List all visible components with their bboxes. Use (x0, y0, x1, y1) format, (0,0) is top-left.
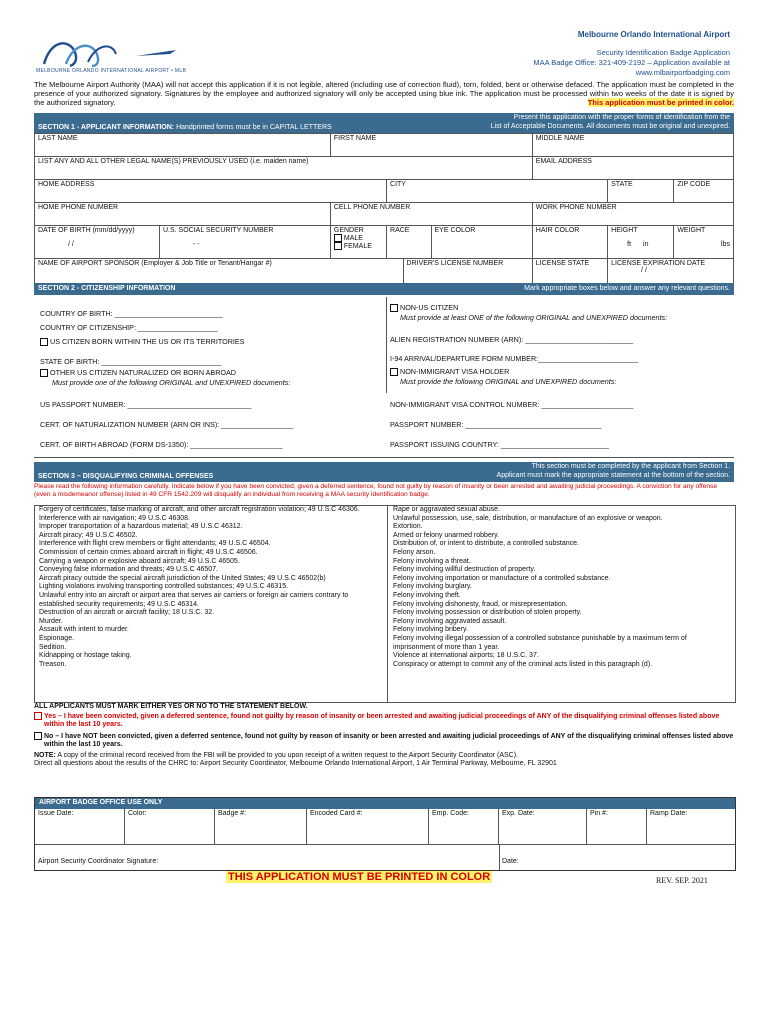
left-offense-list (39, 506, 379, 669)
section1-note-2: List of Acceptable Documents. All documents must be original and unexpired. (490, 123, 730, 130)
section3-statements (34, 703, 734, 769)
intro-paragraph (34, 80, 734, 107)
section1-table (34, 133, 734, 286)
ssn-field[interactable]: U.S. SOCIAL SECURITY NUMBER - - (160, 226, 331, 259)
weight-field[interactable]: WEIGHT lbs (674, 226, 734, 259)
direct-questions-line: Direct all questions about the results of the CHRC to: Airport Security Coordinator, Melbourne Orlando International Airport, 1 Air Terminal Parkway, Melbourne, FL 32901 (34, 760, 557, 768)
license-exp-field[interactable]: LICENSE EXPIRATION DATE / / (608, 259, 734, 286)
home-address-field[interactable]: HOME ADDRESS (35, 180, 387, 203)
section2-title: SECTION 2 - CITIZENSHIP INFORMATION (38, 285, 176, 292)
female-checkbox[interactable] (334, 242, 342, 250)
work-phone-field[interactable]: WORK PHONE NUMBER (532, 203, 733, 226)
offense-item: Felony involving willful destruction of property. (393, 566, 536, 574)
offense-item: Treason. (39, 660, 67, 668)
offense-item: Lighting violations involving transporting controlled substances; 49 U.S.C 46315. (39, 583, 289, 591)
offense-item: Felony involving theft. (393, 591, 461, 599)
middle-name-field[interactable]: MIDDLE NAME (532, 134, 733, 157)
passport-number-field[interactable]: PASSPORT NUMBER: __________________________________ (390, 420, 602, 429)
pin-cell[interactable]: Pin #: (587, 808, 647, 844)
zip-field[interactable]: ZIP CODE (674, 180, 734, 203)
dob-field[interactable]: DATE OF BIRTH (mm/dd/yyyy) / / (35, 226, 160, 259)
cell-phone-field[interactable]: CELL PHONE NUMBER (330, 203, 532, 226)
other-us-checkbox[interactable] (40, 369, 48, 377)
us-passport-field[interactable]: US PASSPORT NUMBER: _______________________________ (40, 400, 252, 409)
offense-item: Felony arson. (393, 548, 436, 556)
form-title: Security Identification Badge Application (596, 48, 730, 57)
other-us-option[interactable]: OTHER US CITIZEN NATURALIZED OR BORN ABROAD (40, 368, 236, 377)
offense-item: Conspiracy or attempt to commit any of the criminal acts listed in this paragraph (d). (393, 660, 653, 668)
offense-item: Felony involving importation or manufacture of a controlled substance. (393, 574, 611, 582)
us-born-checkbox[interactable] (40, 338, 48, 346)
badge-office-line: MAA Badge Office: 321-409-2192 – Application available at (533, 58, 730, 67)
offense-lists (34, 505, 736, 703)
offense-item: Interference with air navigation; 49 U.S.C 46308. (39, 514, 190, 522)
issue-date-cell[interactable]: Issue Date: (35, 808, 125, 844)
non-us-option[interactable]: NON-US CITIZEN (390, 303, 458, 312)
section3-instructions: Please read the following information carefully. Indicate below if you have been convicted, given a deferred sentence, found not guilty by reason of insanity or been arrested and awaiting judicial proceedings. A conviction for any offense (even a misdemeanor offense) listed in 49 CFR 1542.209 will disqualify an individual from receiving a MAA security identification badge. (34, 483, 717, 498)
offense-item: Felony involving illegal possession of a controlled substance punishable by a maximum term of imprisonment of more than 1 year. (393, 634, 687, 651)
offense-item: Murder. (39, 617, 63, 625)
cert-naturalization-field[interactable]: CERT. OF NATURALIZATION NUMBER (ARN OR INS): __________________ (40, 420, 294, 429)
section3-note-1: This section must be completed by the applicant from Section 1. (531, 463, 730, 470)
sponsor-field[interactable]: NAME OF AIRPORT SPONSOR (Employer & Job Title or Tenant/Hangar #) (35, 259, 404, 286)
badge-number-cell[interactable]: Badge #: (215, 808, 307, 844)
header-block (533, 30, 730, 78)
yes-option[interactable]: Yes – I have been convicted, given a deferred sentence, found not guilty by reason of insanity or been arrested and awaiting judicial proceedings of ANY of the disqualifying criminal offenses listed above within the last 10 years. (34, 712, 734, 730)
offense-item: Carrying a weapon or explosive aboard aircraft; 49 U.S.C 46505. (39, 557, 240, 565)
offense-item: Felony involving a threat. (393, 557, 471, 565)
signature-date-field[interactable]: Date: (502, 858, 519, 865)
ramp-date-cell[interactable]: Ramp Date: (650, 810, 688, 817)
note-line: NOTE: A copy of the criminal record received from the FBI will be provided to you upon receipt of a written request to the Airport Security Coordinator (ASC). (34, 751, 519, 759)
first-name-field[interactable]: FIRST NAME (330, 134, 532, 157)
offense-item: Improper transportation of a hazardous material; 49 U.S.C 46312. (39, 523, 243, 531)
us-born-option[interactable]: US CITIZEN BORN WITHIN THE US OR ITS TERRITORIES (40, 337, 244, 346)
intro-color-notice: This application must be printed in color. (587, 98, 734, 107)
country-citizenship[interactable]: COUNTRY OF CITIZENSHIP: ____________________ (40, 323, 218, 332)
badge-office-box (34, 797, 736, 871)
license-state-field[interactable]: LICENSE STATE (532, 259, 607, 286)
citizenship-section (34, 297, 734, 458)
section3-note-2: Applicant must mark the appropriate statement at the bottom of the section. (496, 472, 730, 479)
section1-note-1: Present this application with the proper forms of identification from the (513, 114, 730, 121)
email-field[interactable]: EMAIL ADDRESS (532, 157, 733, 180)
state-field[interactable]: STATE (608, 180, 674, 203)
dl-number-field[interactable]: DRIVER'S LICENSE NUMBER (403, 259, 532, 286)
encoded-card-cell[interactable]: Encoded Card #: (307, 808, 429, 844)
visa-control-field[interactable]: NON-IMMIGRANT VISA CONTROL NUMBER: _______________________ (390, 400, 634, 409)
offense-item: Destruction of an aircraft or aircraft facility; 18 U.S.C. 32. (39, 609, 215, 617)
state-birth[interactable]: STATE OF BIRTH: ______________________________ (40, 357, 222, 366)
country-birth[interactable]: COUNTRY OF BIRTH: ___________________________ (40, 309, 223, 318)
i94-field[interactable]: I-94 ARRIVAL/DEPARTURE FORM NUMBER:_________________________ (390, 354, 639, 363)
offense-item: Commission of certain crimes aboard aircraft in flight; 49 U.S.C 46506. (39, 548, 258, 556)
offense-item: Armed or felony unarmed robbery. (393, 531, 500, 539)
home-phone-field[interactable]: HOME PHONE NUMBER (35, 203, 331, 226)
offense-item: Sedition. (39, 643, 67, 651)
passport-country-field[interactable]: PASSPORT ISSUING COUNTRY: ___________________________ (390, 440, 609, 449)
city-field[interactable]: CITY (387, 180, 608, 203)
offense-item: Extortion. (393, 523, 423, 531)
offense-item: Kidnapping or hostage taking. (39, 652, 132, 660)
gender-field[interactable]: GENDER MALE FEMALE (330, 226, 386, 259)
male-checkbox[interactable] (334, 234, 342, 242)
non-immigrant-option[interactable]: NON-IMMIGRANT VISA HOLDER (390, 367, 509, 376)
section3-title: SECTION 3 – DISQUALIFYING CRIMINAL OFFENSES (38, 473, 214, 480)
offense-item: Aircraft piracy; 49 U.S.C 46502. (39, 531, 138, 539)
section2-header (34, 283, 734, 295)
cert-birth-abroad-field[interactable]: CERT. OF BIRTH ABROAD (FORM DS-1350): _______________________ (40, 440, 283, 449)
other-us-note: Must provide one of the following ORIGINAL and UNEXPIRED documents: (52, 378, 291, 387)
section1-header (34, 113, 734, 133)
arn-field[interactable]: ALIEN REGISTRATION NUMBER (ARN): ___________________________ (390, 335, 634, 344)
offense-item: Felony involving possession or distribution of stolen property. (393, 609, 582, 617)
org-line: Melbourne Orlando International Airport (577, 30, 730, 39)
color-cell[interactable]: Color: (125, 808, 215, 844)
offense-item: Unlawful possession, use, sale, distribution, or manufacture of an explosive or weapon. (393, 514, 663, 522)
footer-color-notice: THIS APPLICATION MUST BE PRINTED IN COLOR (228, 871, 491, 883)
offense-item: Espionage. (39, 634, 75, 642)
badge-office-title: AIRPORT BADGE OFFICE USE ONLY (35, 798, 735, 809)
section1-title-note: Handprinted forms must be in CAPITAL LETTERS (176, 124, 332, 131)
exp-date-cell[interactable]: Exp. Date: (499, 808, 587, 844)
section2-note: Mark appropriate boxes below and answer any relevant questions. (524, 285, 730, 292)
offense-item: Felony involving aggravated assault. (393, 617, 507, 625)
offense-item: Felony involving bribery. (393, 626, 468, 634)
offense-item: Forgery of certificates, false marking of aircraft, and other aircraft registration violation; 49 U.S.C 46306. (39, 506, 360, 513)
offense-item: Violence at international airports; 18 U.S.C. 37. (393, 652, 539, 660)
other-names-field[interactable]: LIST ANY AND ALL OTHER LEGAL NAME(S) PREVIOUSLY USED (i.e. maiden name) (35, 157, 533, 180)
race-field[interactable]: RACE (387, 226, 431, 259)
offense-item: Felony involving dishonesty, fraud, or misrepresentation. (393, 600, 568, 608)
height-field[interactable]: HEIGHT ft in (608, 226, 674, 259)
offense-item: Interference with flight crew members or flight attendants; 49 U.S.C 46504. (39, 540, 271, 548)
eye-color-field[interactable]: EYE COLOR (431, 226, 532, 259)
offense-item: Rape or aggravated sexual abuse. (393, 506, 501, 513)
non-us-checkbox[interactable] (390, 304, 398, 312)
offense-item: Distribution of, or intent to distribute, a controlled substance. (393, 540, 579, 548)
no-checkbox[interactable] (34, 732, 42, 740)
non-immigrant-note: Must provide the following ORIGINAL and UNEXPIRED documents: (400, 377, 617, 386)
yes-checkbox[interactable] (34, 712, 42, 720)
non-us-note: Must provide at least ONE of the following ORIGINAL and UNEXPIRED documents: (400, 313, 668, 322)
offense-item: Aircraft piracy outside the special aircraft jurisdiction of the United States; 49 U.S.C 46502(b) (39, 574, 326, 582)
intro-text: The Melbourne Airport Authority (MAA) will not accept this application if it is not legible, altered (including use of correction fluid), torn, folded, bent or otherwise defaced. The application must be completed in the presence of your authorized signatory. Signatures by the employee and authorized signatory will only be accepted using blue ink. The application must be processed within two weeks of the date it is signed by the authorized signatory. (34, 80, 734, 107)
website: www.mlbairportbadging.com (635, 68, 730, 77)
emp-code-cell[interactable]: Emp. Code: (429, 808, 499, 844)
last-name-field[interactable]: LAST NAME (35, 134, 331, 157)
logo-text: MELBOURNE ORLANDO INTERNATIONAL AIRPORT • MLB (36, 68, 187, 74)
asc-signature-field[interactable]: Airport Security Coordinator Signature: (38, 858, 159, 865)
offense-item: Felony involving burglary. (393, 583, 472, 591)
section1-title: SECTION 1 - APPLICANT INFORMATION: (38, 124, 175, 131)
offense-item: Unlawful entry into an aircraft or airport area that serves air carriers or foreign air carriers contrary to established security requirements; 49 U.S.C 46314. (39, 591, 349, 608)
no-option[interactable]: No – I have NOT been convicted, given a deferred sentence, found not guilty by reason of insanity or been arrested and awaiting judicial proceedings of ANY of the disqualifying criminal offenses listed above within the last 10 years. (34, 732, 734, 750)
right-offense-list (393, 506, 729, 669)
non-immigrant-checkbox[interactable] (390, 368, 398, 376)
revision-label: REV. SEP. 2021 (656, 876, 708, 885)
section3-header (34, 462, 734, 482)
must-mark-text: ALL APPLICANTS MUST MARK EITHER YES OR NO TO THE STATEMENT BELOW. (34, 703, 308, 710)
offense-item: Assault with intent to murder. (39, 626, 129, 634)
hair-color-field[interactable]: HAIR COLOR (532, 226, 607, 259)
offense-item: Conveying false information and threats; 49 U.S.C 46507. (39, 566, 218, 574)
